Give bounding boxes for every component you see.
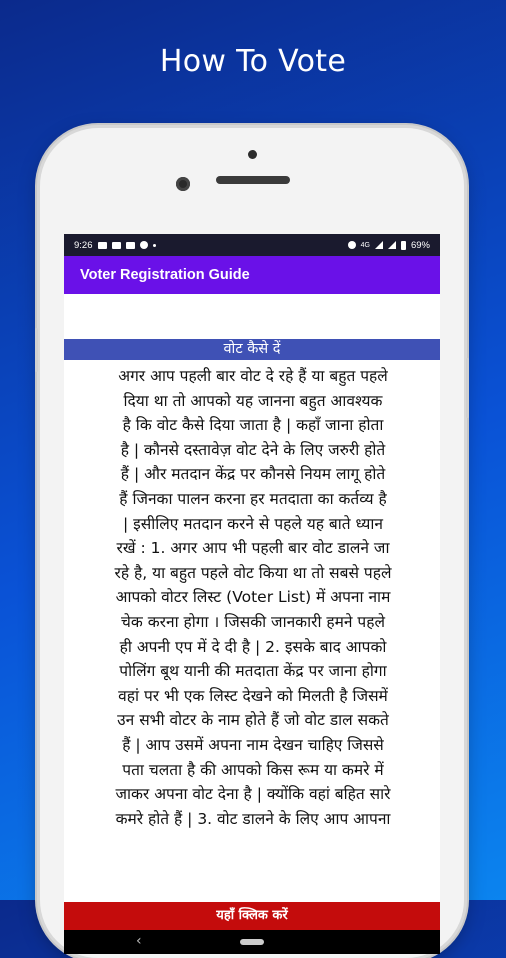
system-nav-bar xyxy=(64,930,440,954)
article-line: पता चलता है की आपको किस रूम या कमरे में xyxy=(122,760,384,779)
section-heading: वोट कैसे दें xyxy=(64,339,440,360)
alarm-icon xyxy=(348,241,356,249)
app-title: Voter Registration Guide xyxy=(80,267,250,283)
signal-icon xyxy=(375,241,383,249)
article-line: है | कौनसे दस्तावेज़ वोट देने के लिए जरुरी होते xyxy=(120,440,386,459)
article-text xyxy=(64,360,440,831)
article-line: ही अपनी एप में दे दी है | 2. इसके बाद आपको xyxy=(119,637,387,656)
article-scroll-area[interactable] xyxy=(64,360,440,902)
whatsapp-icon xyxy=(140,241,148,249)
more-notifications-icon xyxy=(153,244,156,247)
article-line: हैं | और मतदान केंद्र पर कौनसे नियम लागू होते xyxy=(120,465,386,484)
article-line: रखें : 1. अगर आप भी पहली बार वोट डालने जा xyxy=(116,539,390,558)
twitter-icon xyxy=(126,242,135,249)
article-line: हैं जिनका पालन करना हर मतदाता का कर्तव्य है xyxy=(119,489,387,508)
earpiece-speaker xyxy=(216,176,290,184)
article-line: | इसीलिए मतदान करने से पहले यह बाते ध्यान xyxy=(122,514,383,533)
article-line: है कि वोट कैसे दिया जाता है | कहाँ जाना होता xyxy=(122,416,384,435)
article-line: दिया था तो आपको यह जानना बहुत आवश्यक xyxy=(123,391,383,410)
article-line: अगर आप पहली बार वोट दे रहे हैं या बहुत पहले xyxy=(118,367,388,385)
phone-frame xyxy=(40,128,464,958)
front-camera xyxy=(176,177,190,191)
promo-title: How To Vote xyxy=(159,44,347,79)
back-icon[interactable]: ‹ xyxy=(136,933,142,949)
volume-button xyxy=(35,328,38,372)
article-line: रहे है, या बहुत पहले वोट किया था तो सबसे पहले xyxy=(114,563,392,582)
signal-icon-2 xyxy=(388,241,396,249)
message-icon xyxy=(112,242,121,249)
article-line: चेक करना होगा । जिसकी जानकारी हमने पहले xyxy=(121,612,385,631)
battery-percent: 69% xyxy=(410,239,430,251)
article-line: पोलिंग बूथ यानी की मतदाता केंद्र पर जाना होगा xyxy=(119,662,387,681)
app-bar xyxy=(64,256,440,294)
power-button xyxy=(466,358,469,418)
article-line: उन सभी वोटर के नाम होते हैं जो वोट डाल सकते xyxy=(117,711,389,730)
status-bar xyxy=(64,234,440,256)
battery-icon xyxy=(401,241,406,250)
phone-screen xyxy=(64,234,440,954)
click-here-button[interactable]: यहाँ क्लिक करें xyxy=(64,902,440,930)
network-type: 4G xyxy=(360,241,370,249)
article-line: जाकर अपना वोट देना है | क्योंकि वहां बहित सारे xyxy=(115,785,391,804)
ad-banner-space xyxy=(64,294,440,339)
status-time: 9:26 xyxy=(74,239,93,251)
home-pill-icon[interactable] xyxy=(240,939,264,945)
proximity-sensor xyxy=(248,150,257,159)
article-line: वहां पर भी एक लिस्ट देखने को मिलती है जिसमें xyxy=(118,686,388,705)
article-line: आपको वोटर लिस्ट (Voter List) में अपना नाम xyxy=(115,588,391,607)
article-line: हैं | आप उसमें अपना नाम देखन चाहिए जिससे xyxy=(122,735,384,754)
article-line: कमरे होते हैं | 3. वोट डालने के लिए आप आपना xyxy=(115,809,391,828)
youtube-icon xyxy=(98,242,107,249)
